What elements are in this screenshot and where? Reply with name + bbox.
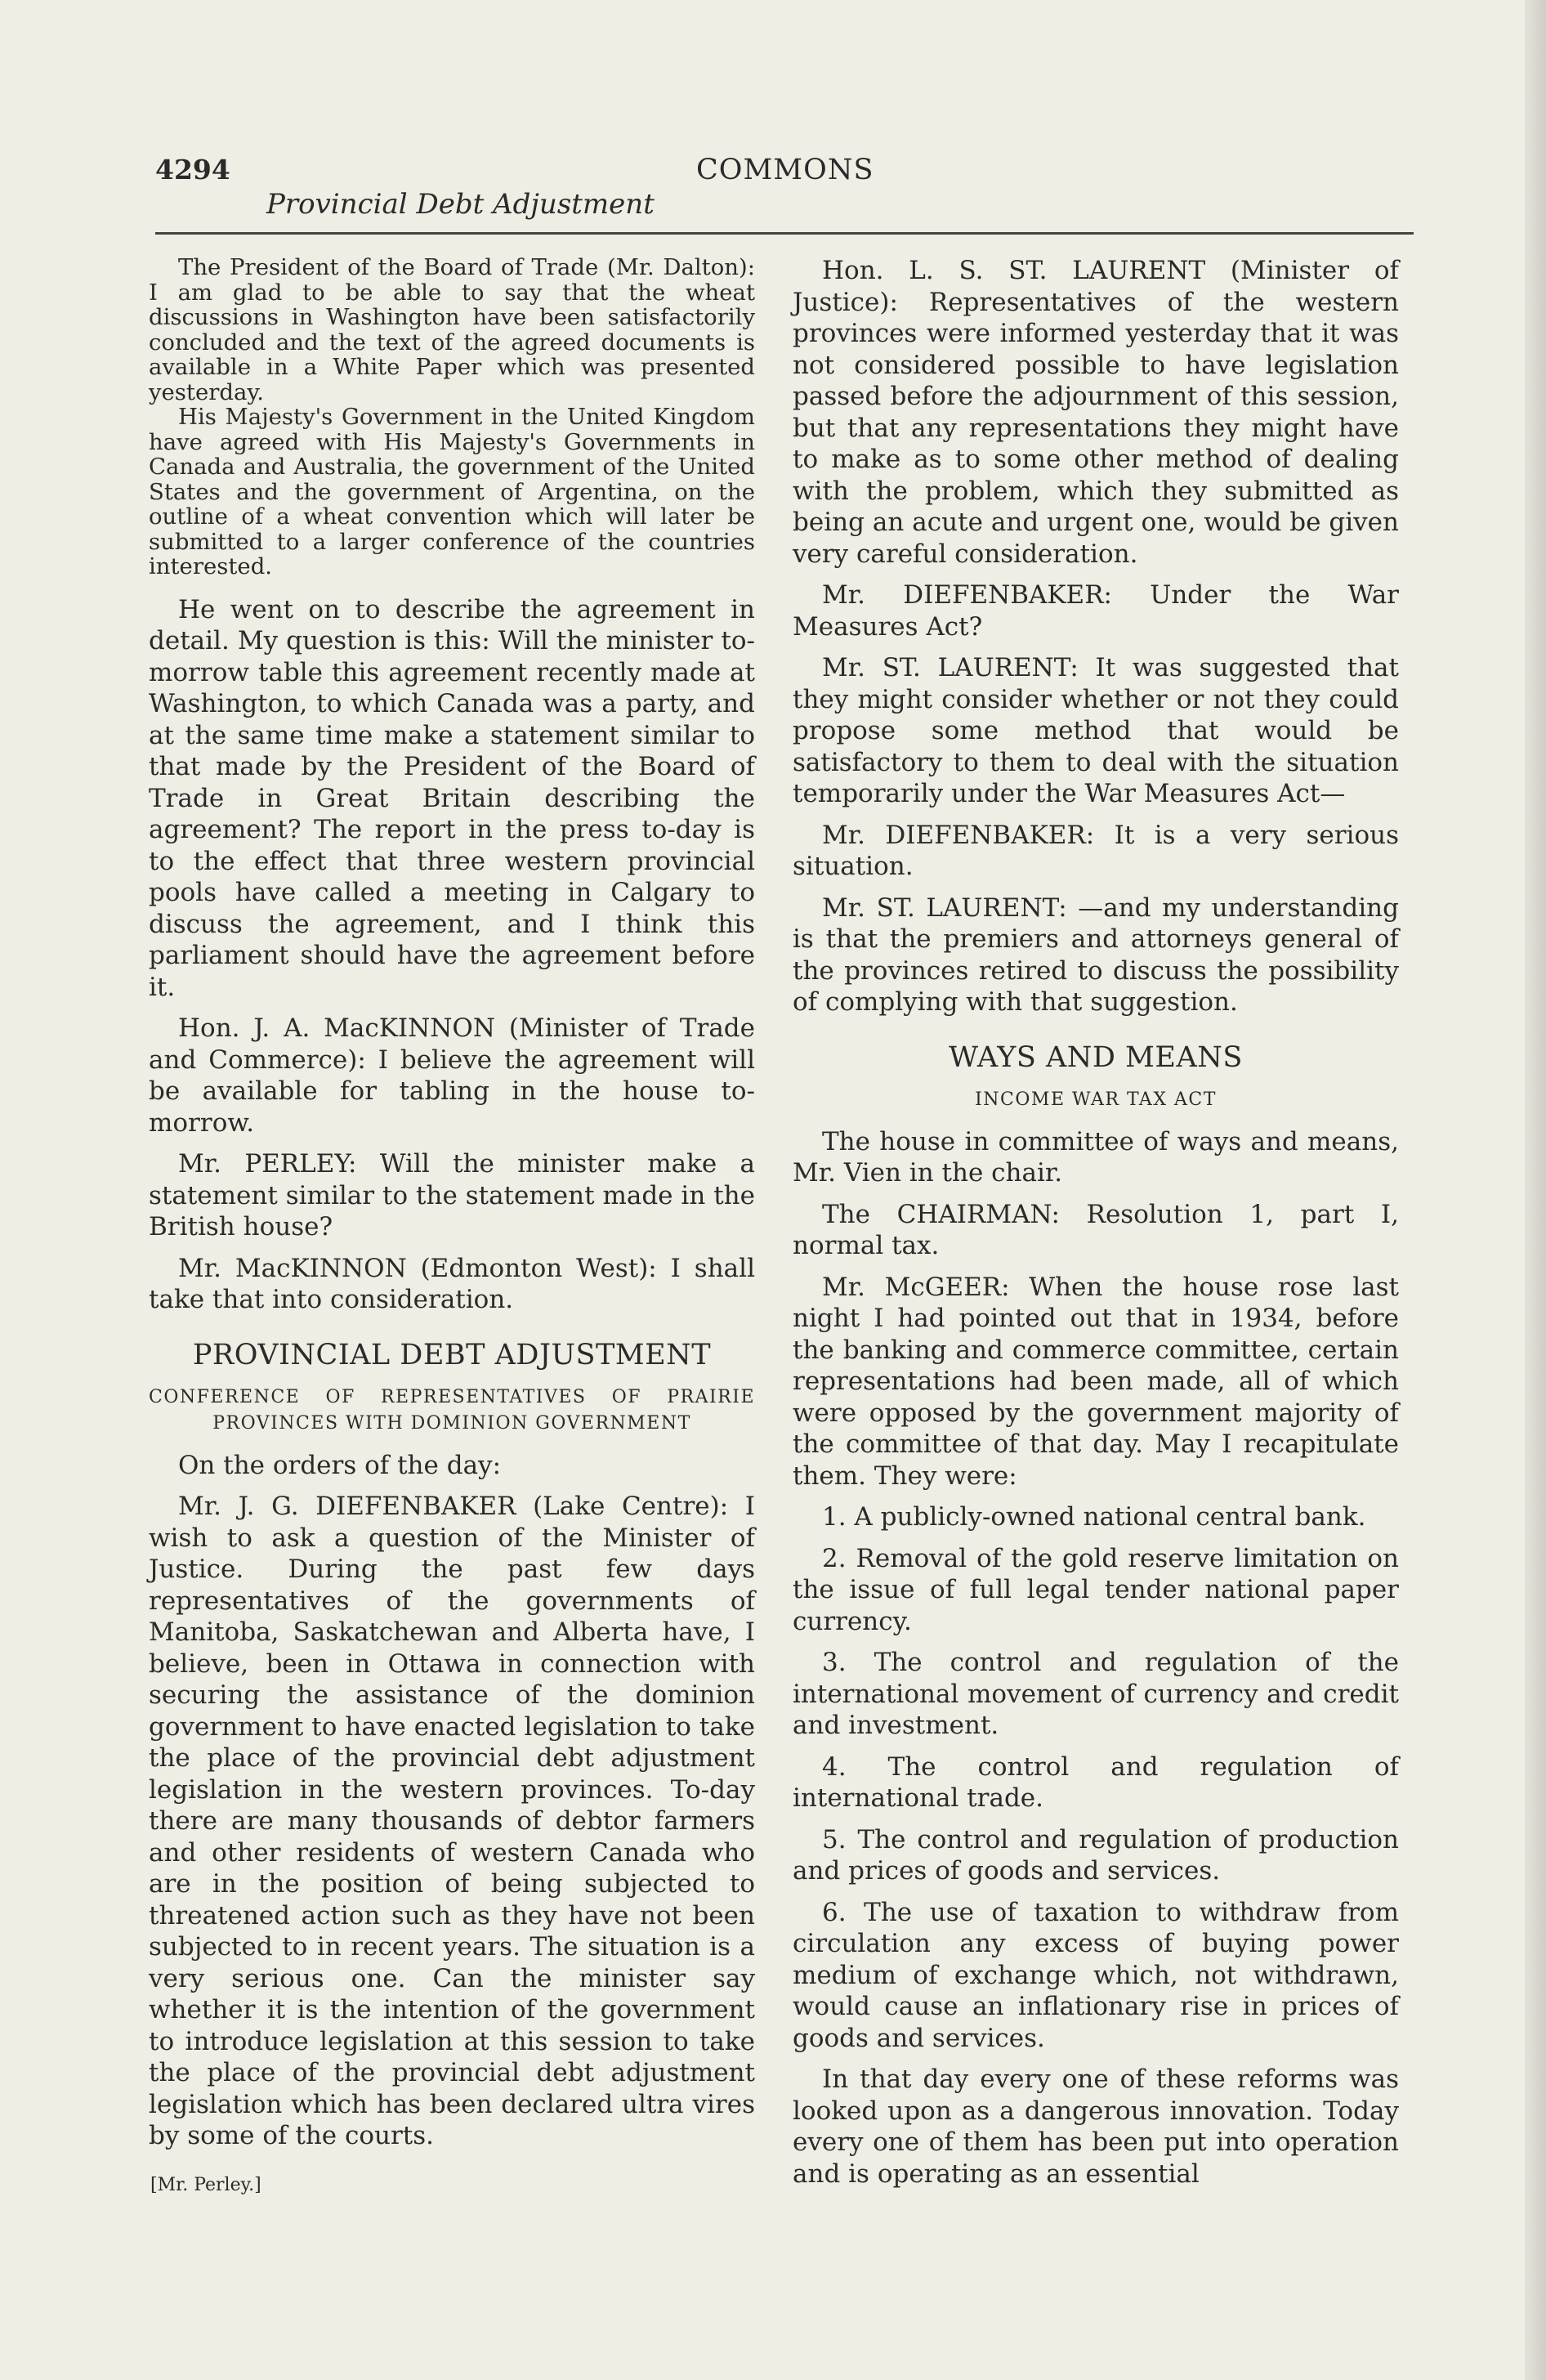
body-paragraph: The house in committee of ways and means, Mr. Vien in the chair. [793, 1126, 1399, 1188]
subheading: INCOME WAR TAX ACT [975, 1089, 1217, 1110]
footer-note: [Mr. Perley.] [150, 2174, 261, 2195]
body-paragraph: Hon. J. A. MacKINNON (Minister of Trade and Commerce): I believe the agreement will be available for tabling in the house to-morrow. [149, 1013, 755, 1138]
header-rule [155, 232, 1414, 235]
body-paragraph: He went on to describe the agreement in detail. My question is this: Will the minister to-morrow table this agreement recently made at Washington, to which Canada was a party, and at the same time make a statement similar to that made by the President of the Board of Trade in Great Britain describing the agreement? The report in the press to-day is to the effect that three western provincial pools have called a meeting in Calgary to discuss the agreement, and I think this parliament should have the agreement before it. [149, 594, 755, 1002]
quoted-statement [149, 255, 755, 579]
body-paragraph: In that day every one of these reforms was looked upon as a dangerous innovation. Today every one of them has been put into operation and is operating as an essential [793, 2065, 1399, 2189]
body-paragraph: Hon. L. S. ST. LAURENT (Minister of Justice): Representatives of the western provinces were informed yesterday that it was not considered possible to have legislation passed before the adjournment of this session, but that any representations they might have to make as to some other method of dealing with the problem, which they submitted as being an acute and urgent one, would be given very careful consideration. [793, 256, 1399, 569]
list-item: 3. The control and regulation of the international movement of currency and credit and investment. [793, 1648, 1399, 1740]
right-column [793, 255, 1399, 2199]
body-paragraph: Mr. DIEFENBAKER: Under the War Measures Act? [793, 580, 1399, 642]
running-title: COMMONS [696, 154, 874, 186]
body-paragraph: Mr. ST. LAURENT: —and my understanding is that the premiers and attorneys general of the provinces retired to discuss the possibility of complying with that suggestion. [793, 892, 1399, 1017]
section-title: Provincial Debt Adjustment [266, 188, 655, 221]
subheading: CONFERENCE OF REPRESENTATIVES OF PRAIRIE [149, 1386, 755, 1407]
body-paragraph: Mr. ST. LAURENT: It was suggested that they might consider whether or not they could propose some method that would be satisfactory to them to deal with the situation temporarily under the War Measures Act— [793, 653, 1399, 808]
body-paragraph: Mr. PERLEY: Will the minister make a statement similar to the statement made in the British house? [149, 1149, 755, 1241]
list-item: 1. A publicly-owned national central bank. [822, 1502, 1366, 1532]
body-paragraph: On the orders of the day: [178, 1450, 502, 1480]
subheading: PROVINCES WITH DOMINION GOVERNMENT [212, 1412, 691, 1434]
list-item: 6. The use of taxation to withdraw from circulation any excess of buying power medium of exchange which, not withdrawn, would cause an inflationary rise in prices of goods and services. [793, 1897, 1399, 2053]
section-heading: PROVINCIAL DEBT ADJUSTMENT [192, 1338, 712, 1371]
body-paragraph: Mr. J. G. DIEFENBAKER (Lake Centre): I wish to ask a question of the Minister of Justice. During the past few days representatives of the governments of Manitoba, Saskatchewan and Alberta have, I believe, been in Ottawa in connection with securing the assistance of the dominion government to have enacted legislation to take the place of the provincial debt adjustment legislation in the western provinces. To-day there are many thousands of debtor farmers and other residents of western Canada who are in the position of being subjected to threatened action such as they have not been subjected to in recent years. The situation is a very serious one. Can the minister say whether it is the intention of the government to introduce legislation at this session to take the place of the provincial debt adjustment legislation which has been declared ultra vires by some of the courts. [149, 1492, 755, 2150]
body-paragraph: Mr. DIEFENBAKER: It is a very serious situation. [793, 820, 1399, 881]
page-header [155, 154, 1414, 219]
section-heading: WAYS AND MEANS [949, 1040, 1243, 1074]
body-paragraph: The CHAIRMAN: Resolution 1, part I, normal tax. [793, 1199, 1399, 1260]
left-column [149, 255, 755, 2195]
quote-paragraph: His Majesty's Government in the United Kingdom have agreed with His Majesty's Governments in Canada and Australia, the government of the United States and the government of Argentina, on the outline of a wheat convention which will later be submitted to a larger conference of the countries interested. [149, 404, 755, 579]
list-item: 5. The control and regulation of production and prices of goods and services. [793, 1824, 1399, 1886]
list-item: 4. The control and regulation of international trade. [793, 1751, 1399, 1813]
body-paragraph: Mr. McGEER: When the house rose last night I had pointed out that in 1934, before the banking and commerce committee, certain representations had been made, all of which were opposed by the government majority of the committee of that day. May I recapitulate them. They were: [793, 1272, 1399, 1491]
body-paragraph: Mr. MacKINNON (Edmonton West): I shall take that into consideration. [149, 1253, 755, 1314]
list-item: 2. Removal of the gold reserve limitation on the issue of full legal tender national paper currency. [793, 1543, 1399, 1636]
page-edge-shadow [1525, 0, 1546, 2380]
quote-paragraph: The President of the Board of Trade (Mr. Dalton): I am glad to be able to say that the wheat discussions in Washington have been satisfactorily concluded and the text of the agreed documents is available in a White Paper which was presented yesterday. [149, 254, 755, 405]
page-number: 4294 [155, 154, 230, 186]
